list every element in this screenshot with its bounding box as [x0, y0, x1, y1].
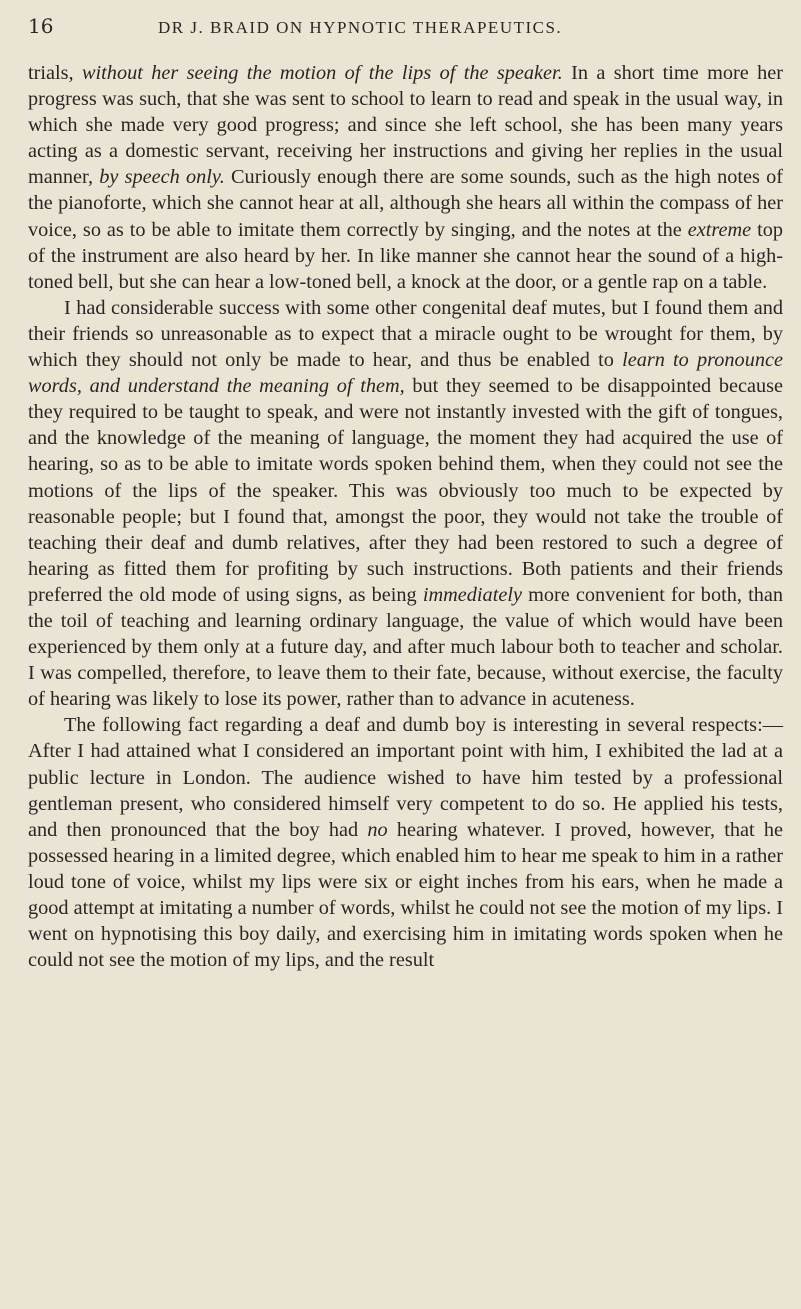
- italic-text: extreme: [687, 218, 752, 241]
- paragraph: [28, 712, 783, 973]
- text-run: The following fact regarding a deaf and dumb boy is interesting in several respects:—After I had attained what I considered an important point with him, I exhibited the lad at a public lecture in London. The audience wished to have him tested by a professional gentleman present, who considered himself very competent to do so. He applied his tests, and then pronounced that the boy had: [28, 714, 783, 841]
- italic-text: by speech only.: [99, 166, 225, 189]
- text-run: trials,: [28, 62, 82, 84]
- text-run: In a short time more her progress was such, that she was sent to school to learn to read and speak in the usual way, in which she made very good progress; and since she left school, she has been many years acting as a domestic servant, receiving her instructions and giving her replies in the usual manner,: [28, 62, 783, 189]
- italic-text: learn to pronounce words, and understand the meaning of them,: [28, 349, 783, 398]
- running-head: [28, 14, 783, 60]
- text-run: top of the instrument are also heard by her. In like manner she cannot hear the sound of a high-toned bell, but she can hear a low-toned bell, a knock at the door, or a gentle rap on a table.: [28, 218, 783, 293]
- text-run: more convenient for both, than the toil of teaching and learning ordinary language, the value of which would have been experienced by them only at a future day, and after much labour both to teacher and scholar. I was compelled, therefore, to leave them to their fate, because, without exercise, the faculty of hearing was likely to lose its power, rather than to advance in acuteness.: [28, 583, 783, 711]
- paragraph: [28, 60, 783, 295]
- running-title: DR J. BRAID ON HYPNOTIC THERAPEUTICS.: [158, 18, 563, 37]
- text-run: but they seemed to be disappointed because they required to be taught to speak, and were not instantly invested with the gift of tongues, and the knowledge of the meaning of language, the moment they had acquired the use of hearing, so as to be able to imitate words spoken behind them, when they could not see the motions of the lips of the speaker. This was obviously too much to be expected by reasonable people; but I found that, amongst the poor, they would not take the trouble of teaching their deaf and dumb relatives, after they had been restored to such a degree of hearing as fitted them for profiting by such instructions. Both patients and their friends preferred the old mode of using signs, as being: [28, 375, 783, 606]
- italic-text: without her seeing the motion of the lips of the speaker.: [82, 62, 563, 84]
- text-run: I had considerable success with some other congenital deaf mutes, but I found them and their friends so unreasonable as to expect that a miracle ought to be wrought for them, by which they should not only be made to hear, and thus be enabled to: [28, 296, 783, 372]
- italic-text: immediately: [422, 583, 522, 606]
- text-run: Curiously enough there are some sounds, such as the high notes of the pianoforte, which she cannot hear at all, although she hears all within the compass of her voice, so as to be able to imitate them correctly by singing, and the notes at the: [28, 166, 783, 241]
- body-text: [28, 60, 783, 973]
- italic-text: no: [367, 818, 388, 841]
- paragraph: [28, 295, 783, 713]
- page-number: 16: [28, 14, 54, 38]
- text-run: hearing whatever. I proved, however, that he possessed hearing in a limited degree, which enabled him to hear me speak to him in a rather loud tone of voice, whilst my lips were six or eight inches from his ears, when he made a good attempt at imitating a number of words, whilst he could not see the motion of my lips. I went on hypnotising this boy daily, and exercising him in imitating words spoken when he could not see the motion of my lips, and the result: [28, 818, 783, 972]
